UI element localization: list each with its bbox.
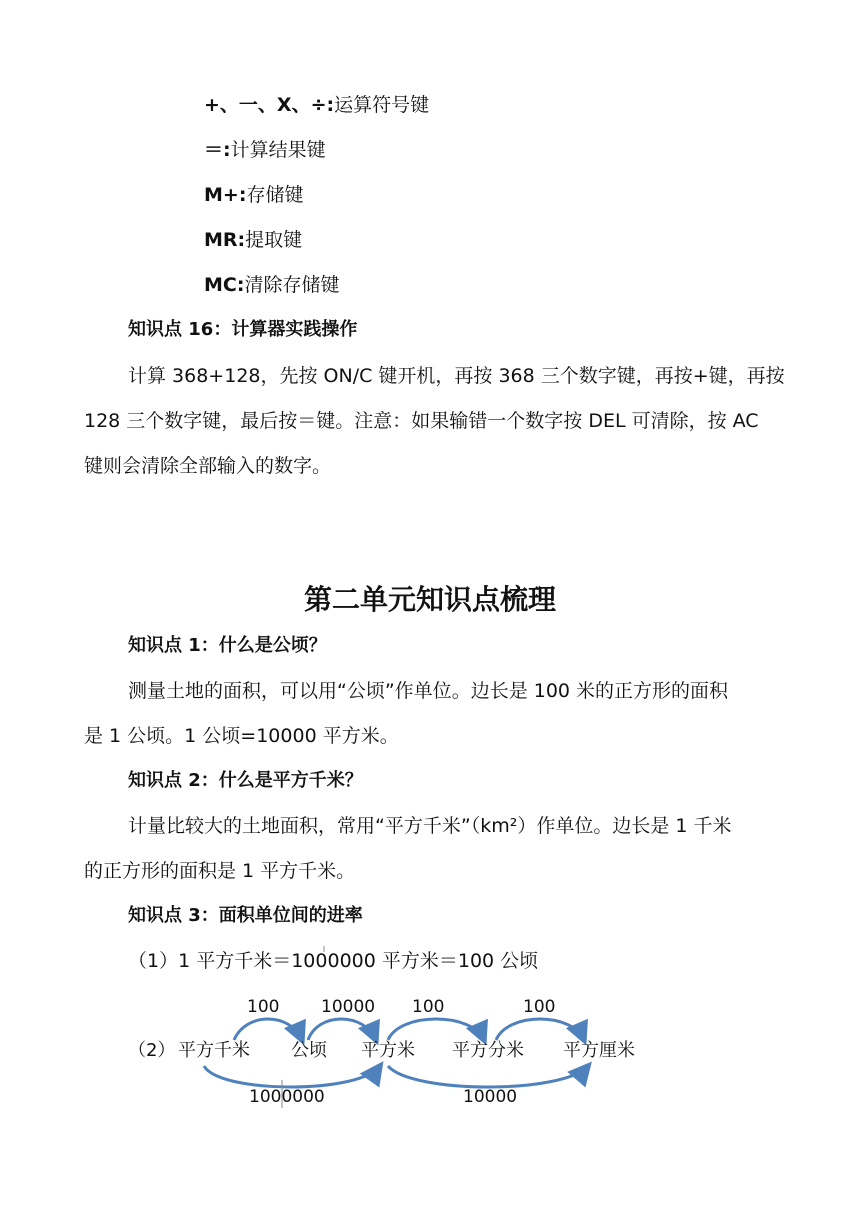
key-label: MR: — [204, 229, 246, 251]
section-heading-16: 知识点 16：计算器实践操作 — [128, 319, 358, 340]
rate-label-bottom-1: 1000000 — [249, 1087, 325, 1107]
rate-label-top-4: 100 — [523, 997, 556, 1017]
arrow-sqm-to-sqdm — [388, 1019, 484, 1040]
unit-sq-km: 平方千米 — [178, 1040, 250, 1061]
key-label: +、一、X、÷: — [204, 94, 335, 116]
rate-label-top-1: 100 — [247, 997, 280, 1017]
rate-label-top-3: 100 — [412, 997, 445, 1017]
arrow-hectare-to-sqm — [308, 1019, 376, 1040]
section-heading-1: 知识点 1：什么是公顷？ — [128, 635, 327, 656]
key-label: ＝: — [204, 139, 231, 161]
unit-sq-m: 平方米 — [361, 1040, 415, 1061]
kp2-paragraph-line1: 计量比较大的土地面积，常用“平方千米”（km²）作单位。边长是 1 千米 — [128, 815, 732, 837]
key-desc: 存储键 — [246, 184, 304, 206]
key-desc: 计算结果键 — [230, 139, 326, 161]
section-heading-2: 知识点 2：什么是平方千米？ — [128, 770, 363, 791]
key-label: M+: — [204, 184, 247, 206]
key-desc: 提取键 — [245, 229, 303, 251]
section-heading-3: 知识点 3：面积单位间的进率 — [128, 905, 363, 926]
key-desc: 运算符号键 — [334, 94, 430, 116]
unit-sq-cm: 平方厘米 — [563, 1040, 635, 1061]
key-label: MC: — [204, 274, 245, 296]
rate-label-top-2: 10000 — [321, 997, 376, 1017]
kp3-item-2-prefix: （2） — [128, 1040, 176, 1061]
kp2-paragraph-line2: 的正方形的面积是 1 平方千米。 — [84, 860, 356, 882]
page-title: 第二单元知识点梳理 — [303, 583, 556, 616]
key-desc: 清除存储键 — [244, 274, 340, 296]
rate-label-bottom-2: 10000 — [463, 1087, 518, 1107]
arrow-sqdm-to-sqcm — [496, 1019, 584, 1040]
kp3-item-1: （1）1 平方千米＝1000000 平方米＝100 公顷 — [128, 950, 539, 972]
arrow-sqm-to-sqcm — [388, 1066, 588, 1087]
section16-paragraph-line3: 键则会清除全部输入的数字。 — [84, 455, 332, 477]
section16-paragraph-line1: 计算 368+128，先按 ON/C 键开机，再按 368 三个数字键，再按+键，再按 — [128, 365, 785, 387]
kp1-paragraph-line1: 测量土地的面积，可以用“公顷”作单位。边长是 100 米的正方形的面积 — [128, 680, 729, 702]
section16-paragraph-line2: 128 三个数字键，最后按＝键。注意：如果输错一个数字按 DEL 可清除，按 AC — [84, 410, 759, 432]
arrow-sqkm-to-hectare — [234, 1019, 302, 1040]
kp1-paragraph-line2: 是 1 公顷。1 公顷=10000 平方米。 — [84, 725, 399, 747]
unit-hectare: 公顷 — [291, 1040, 327, 1061]
arrow-sqkm-to-sqm — [204, 1066, 380, 1087]
unit-sq-dm: 平方分米 — [452, 1040, 524, 1061]
